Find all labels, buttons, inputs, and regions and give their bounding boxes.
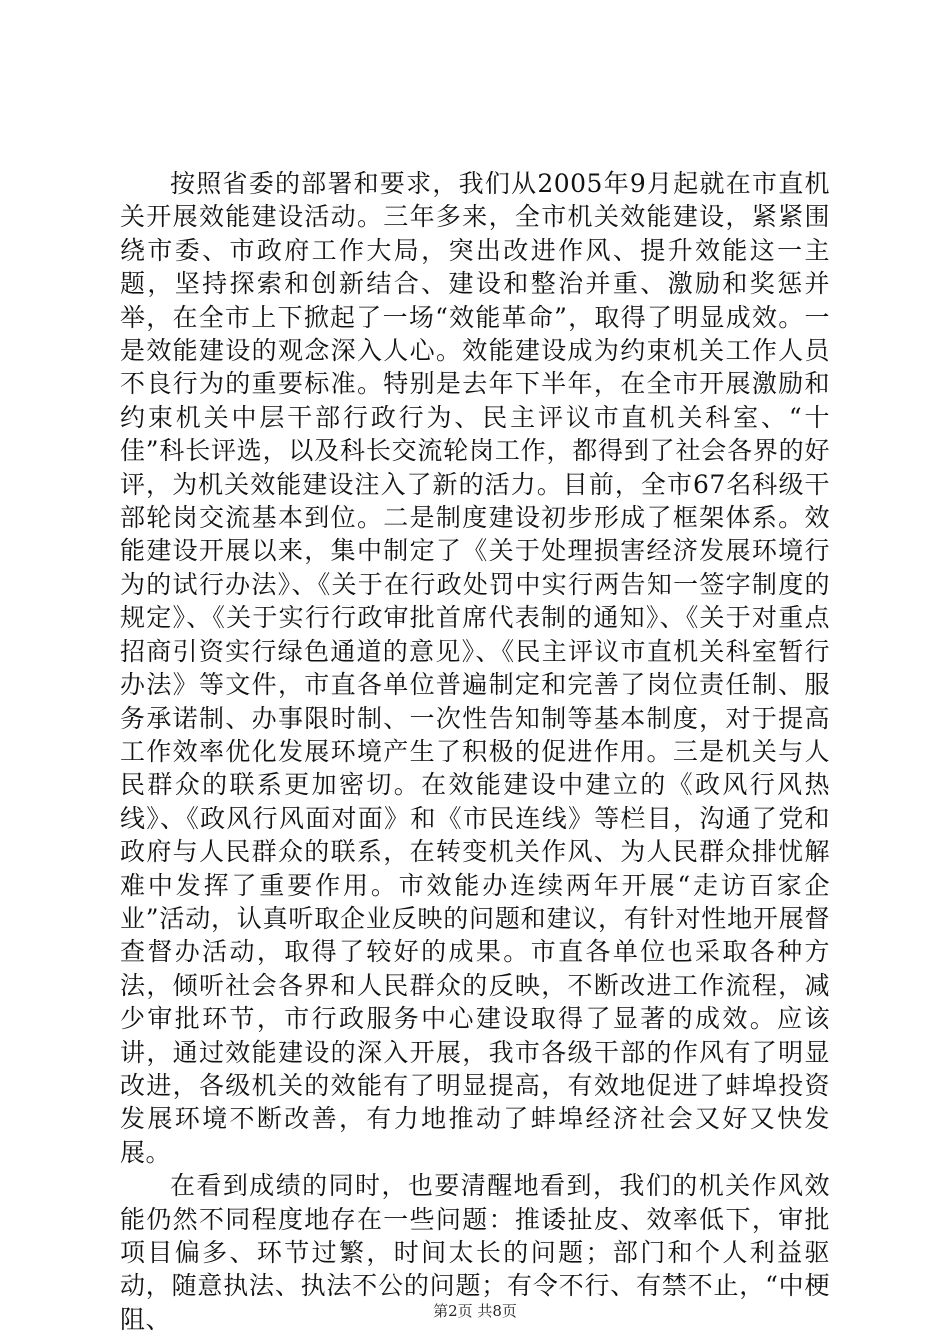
page-footer: 第2页 共8页 (433, 1302, 517, 1320)
paragraph-problems: 在看到成绩的同时，也要清醒地看到，我们的机关作风效能仍然不同程度地存在一些问题：推诿扯皮、效率低下，审批项目偏多、环节过繁，时间太长的问题；部门和个人利益驱动，随意执法、执法不公的问题；有令不行、有禁不止，“中梗阻、 (120, 1171, 830, 1334)
paragraph-achievements: 按照省委的部署和要求，我们从2005年9月起就在市直机关开展效能建设活动。三年多来，全市机关效能建设，紧紧围绕市委、市政府工作大局，突出改进作风、提升效能这一主题，坚持探索和创新结合、建设和整治并重、激励和奖惩并举，在全市上下掀起了一场“效能革命”，取得了明显成效。一是效能建设的观念深入人心。效能建设成为约束机关工作人员不良行为的重要标准。特别是去年下半年，在全市开展激励和约束机关中层干部行政行为、民主评议市直机关科室、“十佳”科长评选，以及科长交流轮岗工作，都得到了社会各界的好评，为机关效能建设注入了新的活力。目前，全市67名科级干部轮岗交流基本到位。二是制度建设初步形成了框架体系。效能建设开展以来，集中制定了《关于处理损害经济发展环境行为的试行办法》、《关于在行政处罚中实行两告知一签字制度的规定》、《关于实行行政审批首席代表制的通知》、《关于对重点招商引资实行绿色通道的意见》、《民主评议市直机关科室暂行办法》等文件，市直各单位普遍制定和完善了岗位责任制、服务承诺制、办事限时制、一次性告知制等基本制度，对于提高工作效率优化发展环境产生了积极的促进作用。三是机关与人民群众的联系更加密切。在效能建设中建立的《政风行风热线》、《政风行风面对面》和《市民连线》等栏目，沟通了党和政府与人民群众的联系，在转变机关作风、为人民群众排忧解难中发挥了重要作用。市效能办连续两年开展“走访百家企业”活动，认真听取企业反映的问题和建议，有针对性地开展督查督办活动，取得了较好的成果。市直各单位也采取各种方法，倾听社会各界和人民群众的反映，不断改进工作流程，减少审批环节，市行政服务中心建设取得了显著的成效。应该讲，通过效能建设的深入开展，我市各级干部的作风有了明显改进，各级机关的效能有了明显提高，有效地促进了蚌埠投资发展环境不断改善，有力地推动了蚌埠经济社会又好又快发展。 (120, 169, 830, 1167)
document-body (120, 167, 830, 1336)
